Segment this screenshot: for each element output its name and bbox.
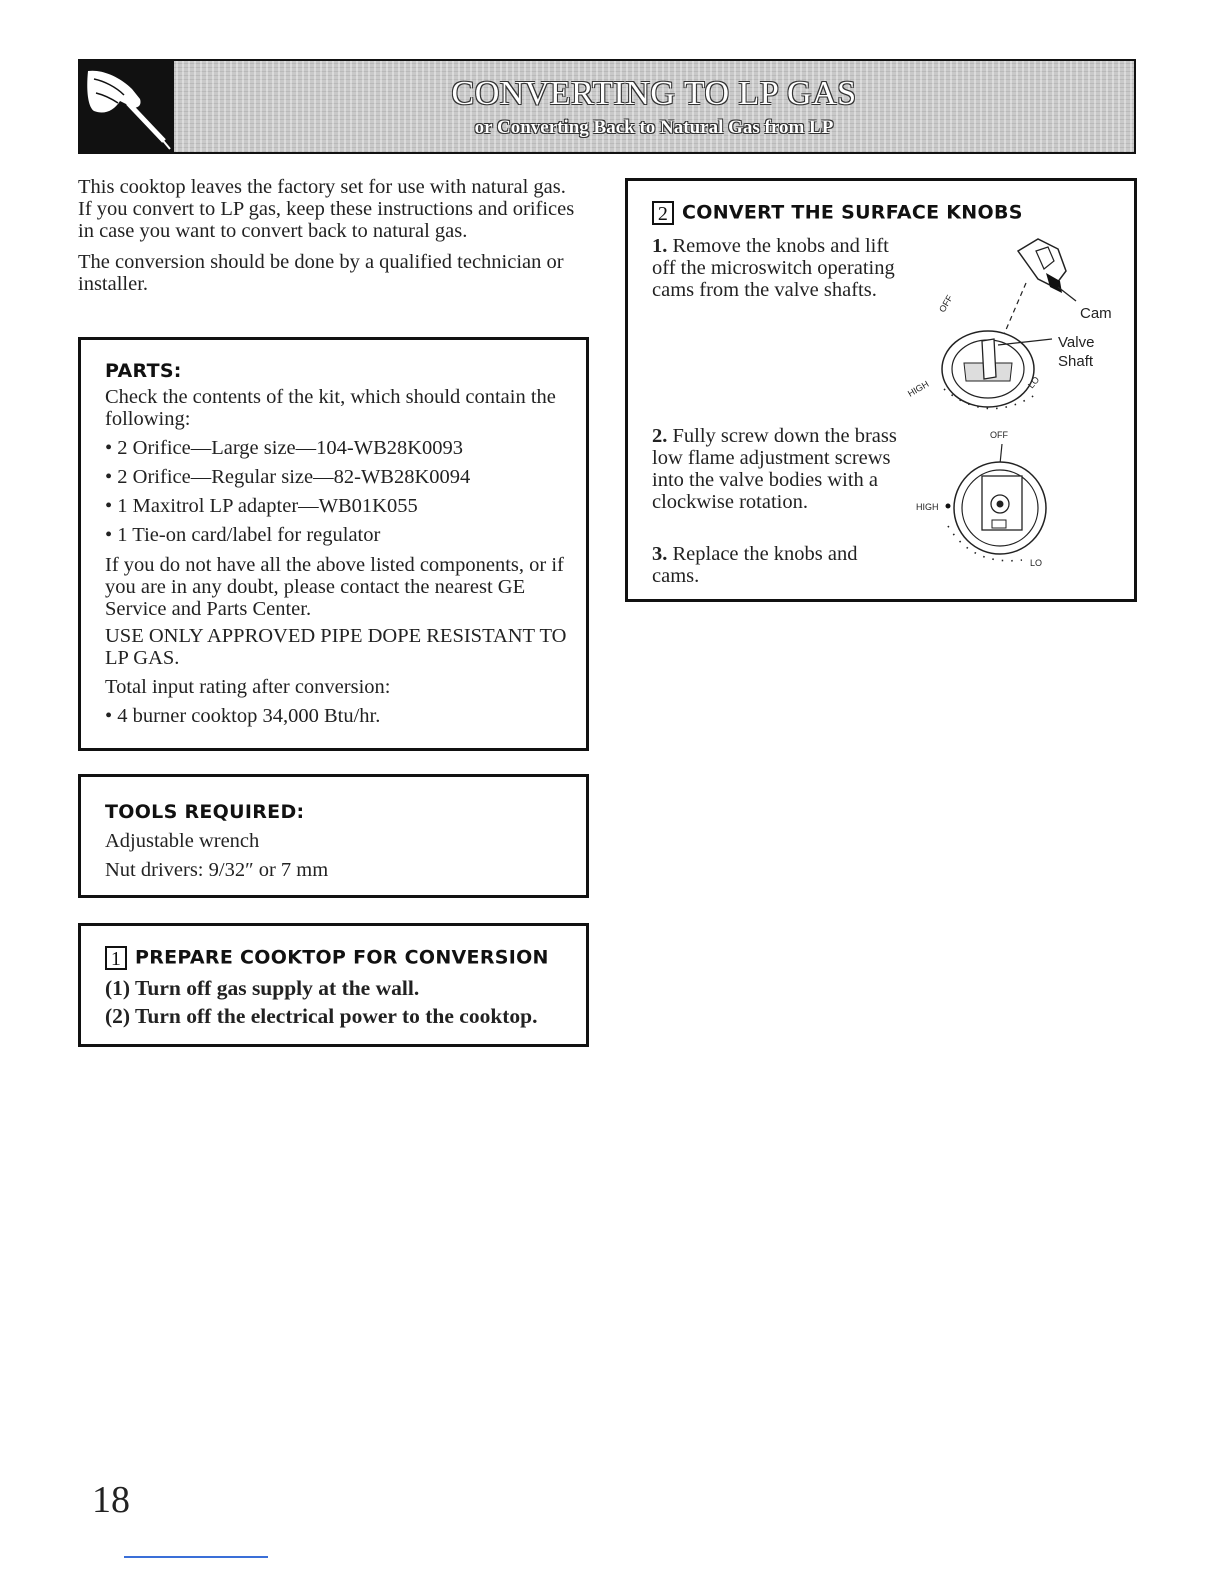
instruction-text: Replace the knobs and cams. [652, 543, 858, 587]
off-label: OFF [990, 430, 1008, 440]
step2-instruction [652, 235, 902, 301]
page-number: 18 [92, 1479, 130, 1521]
rating-label: Total input rating after conversion: [105, 676, 391, 698]
cam-label: Cam [1080, 305, 1112, 322]
step2-box [625, 178, 1137, 602]
instruction-number: 3. [652, 543, 668, 565]
title-banner [78, 59, 1136, 154]
tool-item: Nut drivers: 9/32″ or 7 mm [105, 859, 329, 881]
tools-box [78, 774, 589, 898]
list-item: • 1 Maxitrol LP adapter—WB01K055 [105, 495, 418, 517]
step-number: 2 [652, 201, 674, 225]
high-label: HIGH [916, 502, 939, 512]
hand-screwdriver-icon [80, 61, 174, 152]
lo-label: LO [1030, 558, 1043, 568]
step1-heading [105, 946, 574, 970]
instruction-text: Fully screw down the brass low flame adjustment screws into the valve bodies with a clockwise rotation. [652, 425, 897, 513]
parts-heading: PARTS: [105, 360, 182, 382]
list-item: • 2 Orifice—Large size—104-WB28K0093 [105, 437, 464, 459]
valve-body-diagram [912, 426, 1072, 576]
knob-cam-diagram [898, 221, 1123, 421]
valve-label: Valve [1058, 334, 1095, 351]
intro-paragraph: This cooktop leaves the factory set for use with natural gas. If you convert to LP gas, keep these instructions and orifices in case you want to convert back to natural gas. [78, 176, 575, 242]
parts-list [105, 434, 574, 550]
list-item: • 2 Orifice—Regular size—82-WB28K0094 [105, 466, 471, 488]
step2-title: CONVERT THE SURFACE KNOBS [682, 201, 1023, 224]
intro-paragraph: The conversion should be done by a qualified technician or installer. [78, 251, 564, 295]
shaft-label: Shaft [1058, 353, 1094, 370]
page-subtitle: or Converting Back to Natural Gas from LP [474, 117, 834, 138]
step1-box [78, 923, 589, 1047]
rating-item: • 4 burner cooktop 34,000 Btu/hr. [105, 705, 381, 727]
off-label: OFF [937, 293, 955, 314]
parts-note: If you do not have all the above listed components, or if you are in any doubt, please contact the nearest GE Service and Parts Center. [105, 554, 564, 620]
bottom-rule [124, 1556, 268, 1558]
parts-box [78, 337, 589, 751]
step1-title: PREPARE COOKTOP FOR CONVERSION [135, 946, 549, 969]
step1-line: (2) Turn off the electrical power to the cooktop. [105, 1004, 538, 1028]
tool-item: Adjustable wrench [105, 830, 260, 852]
parts-warning: USE ONLY APPROVED PIPE DOPE RESISTANT TO LP GAS. [105, 625, 567, 669]
step2-instruction [652, 425, 902, 513]
instruction-number: 2. [652, 425, 668, 447]
page-title: CONVERTING TO LP GAS [451, 75, 857, 112]
list-item: • 1 Tie-on card/label for regulator [105, 524, 381, 546]
step1-line: (1) Turn off gas supply at the wall. [105, 976, 420, 1000]
step-number: 1 [105, 946, 127, 970]
parts-intro: Check the contents of the kit, which should contain the following: [105, 386, 556, 430]
intro-text [78, 176, 578, 304]
instruction-text: Remove the knobs and lift off the microswitch operating cams from the valve shafts. [652, 235, 895, 301]
step2-instruction [652, 543, 902, 587]
high-label: HIGH [906, 378, 931, 399]
lo-label: LO [1025, 374, 1042, 391]
tools-heading: TOOLS REQUIRED: [105, 801, 305, 823]
instruction-number: 1. [652, 235, 668, 257]
